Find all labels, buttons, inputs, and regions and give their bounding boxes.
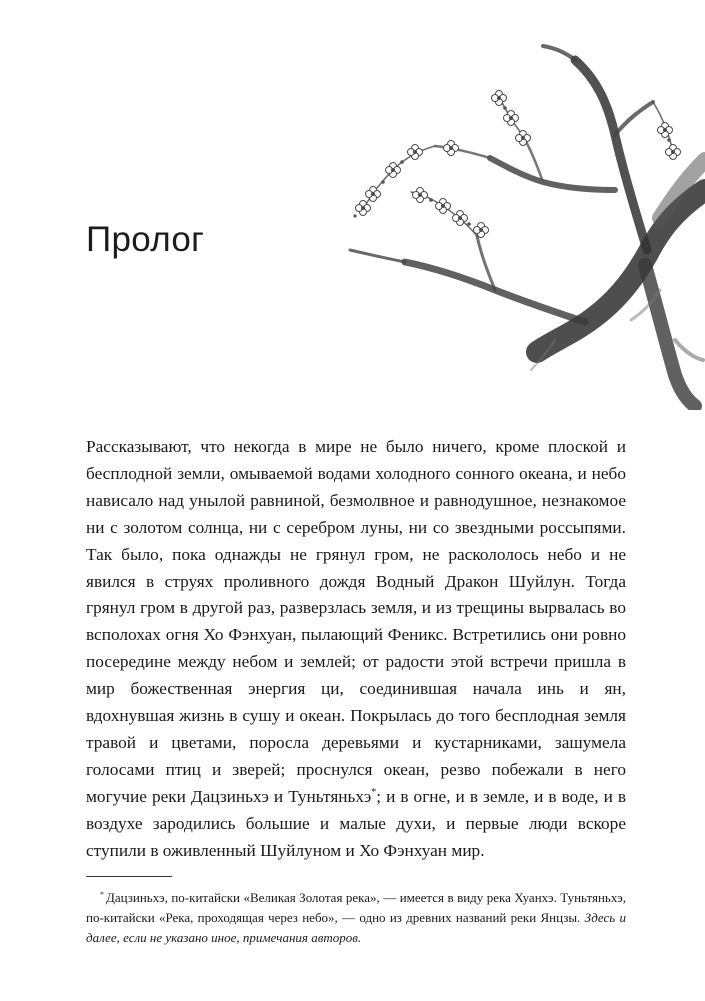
footnote-divider — [86, 876, 172, 877]
branch-left-tip — [350, 250, 405, 262]
footnote — [86, 888, 626, 948]
blossom-clusters — [356, 91, 681, 238]
chapter-title: Пролог — [86, 220, 205, 259]
branch-upper-tip — [543, 46, 575, 60]
footnote-text: Дацзиньхэ, по-китайски «Великая Золотая река», — имеется в виду река Хуанхэ. Туньтяньхэ, по-китайски «Река, проходящая через небо», — одно из древних названий реки Янцзы. — [86, 890, 626, 925]
body-paragraph-part2: ; и в огне, и в земле, и в воде, и в воздухе зародились большие и малые духи, и первые люди вскоре ступили в оживленный Шуйлуном и Хо Фэнхуан мир. — [86, 786, 627, 860]
footnote-marker: * — [100, 889, 104, 899]
footnote-reference-marker: * — [371, 787, 377, 799]
body-paragraph-part1: Рассказывают, что некогда в мире не было ничего, кроме плоской и бесплодной земли, омываемой водами холодного сонного океана, и небо нависало над унылой равниной, безмолвное и равнодушное, незнакомое ни с золотом солнца, ни с серебром луны, ни со звездными россыпями. Так было, пока однажды не грянул гром, не раскололось небо и не явился в струях проливного дождя Водный Дракон Шуйлун. Тогда грянул гром в другой раз, разверзлась земля, и из трещины вырвалась во всполохах огня Хо Фэнхуан, пылающий Феникс. Встретились они ровно посередине между небом и землей; от радости этой встречи пришла в мир божественная энергия ци, соединившая начала инь и ян, вдохнувшая жизнь в сушу и океан. Покрылась до того бесплодная земля травой и цветами, поросла деревьями и кустарниками, зашумела голосами птиц и зверей; проснулся океан, резво побежали в него могучие реки Дацзиньхэ и Туньтяньхэ — [86, 437, 626, 806]
branch-left — [405, 262, 585, 322]
body-paragraph — [86, 434, 626, 865]
branch-upper — [575, 60, 647, 250]
branch-trunk-lower — [645, 265, 695, 406]
cherry-blossom-branch-illustration — [255, 40, 705, 410]
footnote-authors-note: Здесь и далее, если не указано иное, примечания авторов. — [86, 910, 626, 945]
branch-mid — [490, 158, 615, 190]
branch-trunk — [537, 190, 705, 352]
branch-upper-side — [615, 102, 653, 135]
